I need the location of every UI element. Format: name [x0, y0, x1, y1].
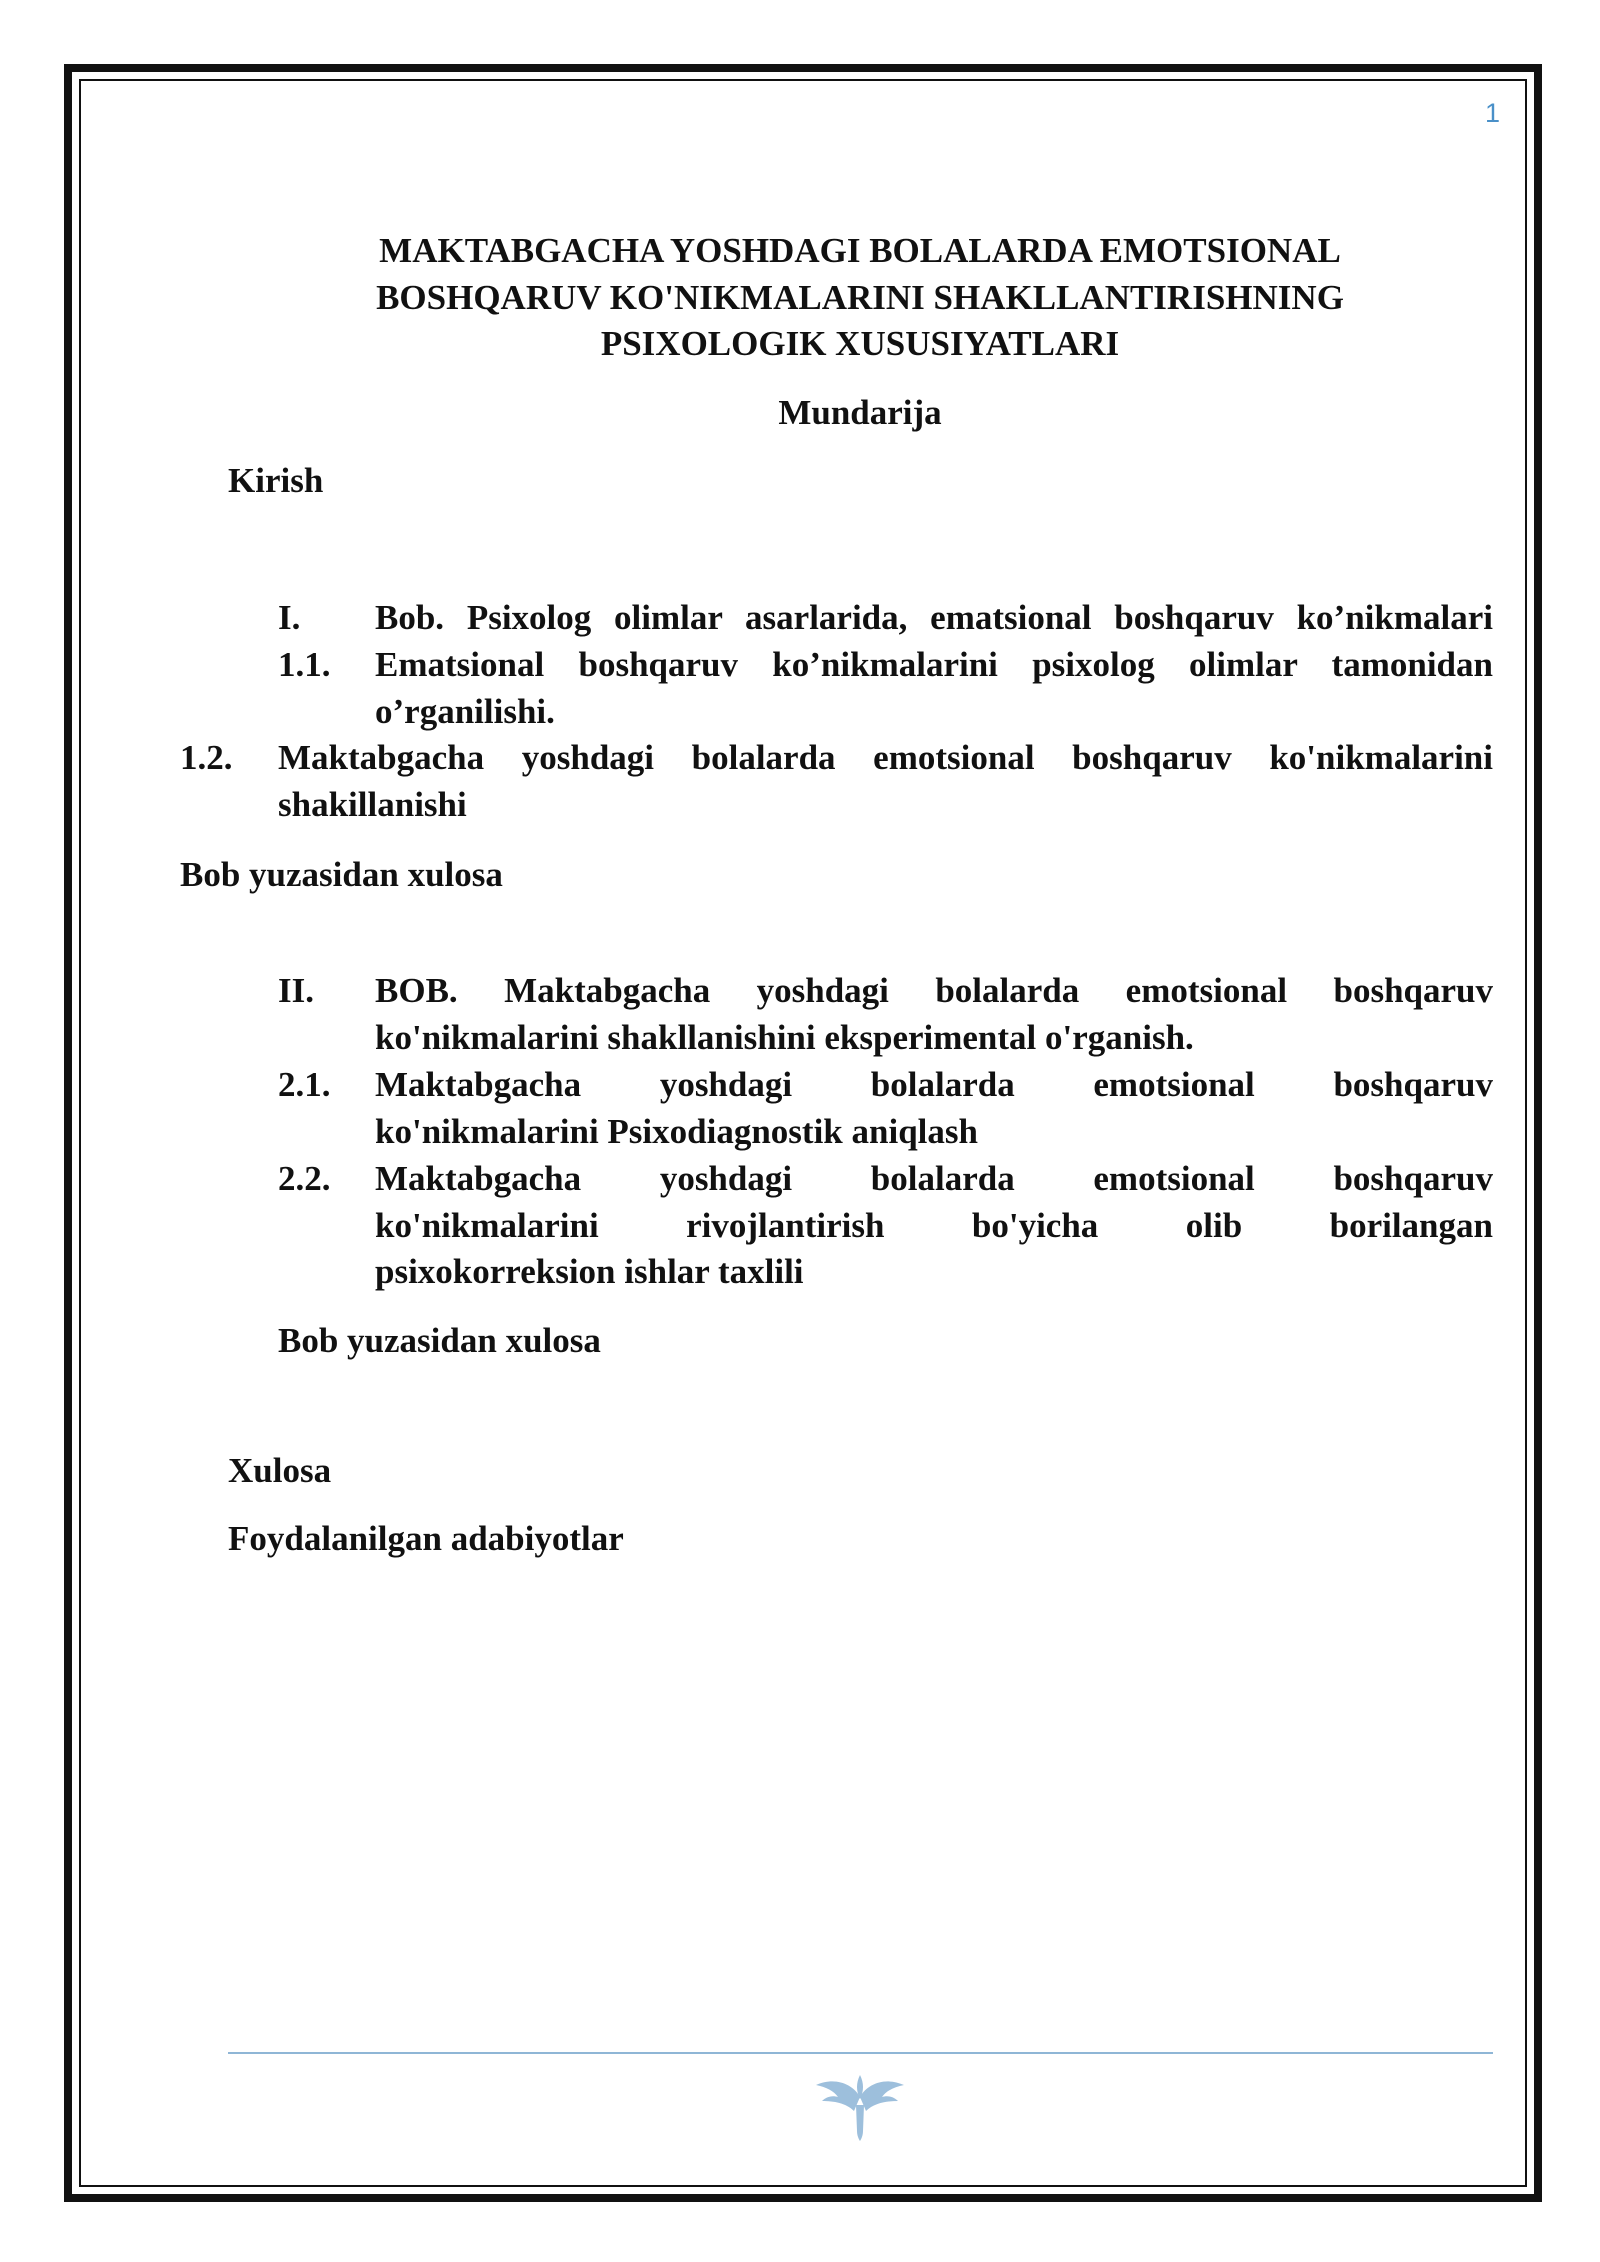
- toc-s1-2-text: [278, 735, 1493, 828]
- toc-s2-2-line: psixokorreksion ishlar taxlili: [375, 1252, 804, 1291]
- toc-chapter2-text: [375, 968, 1493, 1061]
- toc-s1-1-text: [375, 642, 1493, 735]
- toc-entry-summary1: Bob yuzasidan xulosa: [180, 855, 503, 894]
- toc-chapter2-number: II.: [278, 971, 314, 1010]
- toc-chapter1-number: I.: [278, 598, 301, 637]
- toc-s2-2-number: 2.2.: [278, 1159, 331, 1198]
- toc-entry-summary2: Bob yuzasidan xulosa: [278, 1321, 601, 1360]
- toc-s2-1-text: [375, 1062, 1493, 1155]
- toc-chapter2-line: ko'nikmalarini shakllanishini eksperimental o'rganish.: [375, 1017, 1194, 1057]
- page-number: 1: [1484, 98, 1500, 128]
- toc-s2-1-number: 2.1.: [278, 1065, 331, 1104]
- title-line: PSIXOLOGIK XUSUSIYATLARI: [600, 324, 1120, 363]
- toc-s2-1-line: ko'nikmalarini Psixodiagnostik aniqlash: [375, 1111, 978, 1151]
- toc-chapter1-text: Bob. Psixolog olimlar asarlarida, ematsional boshqaruv ko’nikmalari: [375, 598, 1493, 637]
- title-line: BOSHQARUV KO'NIKMALARINI SHAKLLANTIRISHNING: [376, 277, 1344, 317]
- toc-s1-1-line: o’rganilishi.: [375, 691, 555, 731]
- document-title: [290, 228, 1430, 368]
- fleur-ornament-icon: [812, 2075, 908, 2143]
- toc-heading: Mundarija: [778, 393, 942, 432]
- toc-chapter2-line: BOB. Maktabgacha yoshdagi bolalarda emotsional boshqaruv: [375, 971, 1493, 1010]
- title-line: MAKTABGACHA YOSHDAGI BOLALARDA EMOTSIONAL: [379, 231, 1341, 270]
- toc-entry-conclusion: Xulosa: [228, 1451, 332, 1490]
- toc-s1-2-line: Maktabgacha yoshdagi bolalarda emotsional boshqaruv ko'nikmalarini: [278, 738, 1493, 777]
- toc-s2-1-line: Maktabgacha yoshdagi bolalarda emotsional boshqaruv: [375, 1065, 1493, 1104]
- toc-s1-2-number: 1.2.: [180, 738, 233, 777]
- toc-s1-1-line: Ematsional boshqaruv ko’nikmalarini psixolog olimlar tamonidan: [375, 645, 1493, 684]
- toc-s2-2-line: Maktabgacha yoshdagi bolalarda emotsional boshqaruv: [375, 1159, 1493, 1198]
- toc-s2-2-line: ko'nikmalarini rivojlantirish bo'yicha olib borilangan: [375, 1205, 1493, 1245]
- toc-s1-1-number: 1.1.: [278, 645, 331, 684]
- toc-s2-2-text: [375, 1156, 1493, 1296]
- toc-entry-intro: Kirish: [228, 461, 324, 500]
- footer-rule: [228, 2052, 1493, 2054]
- toc-s1-2-line: shakillanishi: [278, 784, 467, 824]
- toc-entry-references: Foydalanilgan adabiyotlar: [228, 1519, 624, 1558]
